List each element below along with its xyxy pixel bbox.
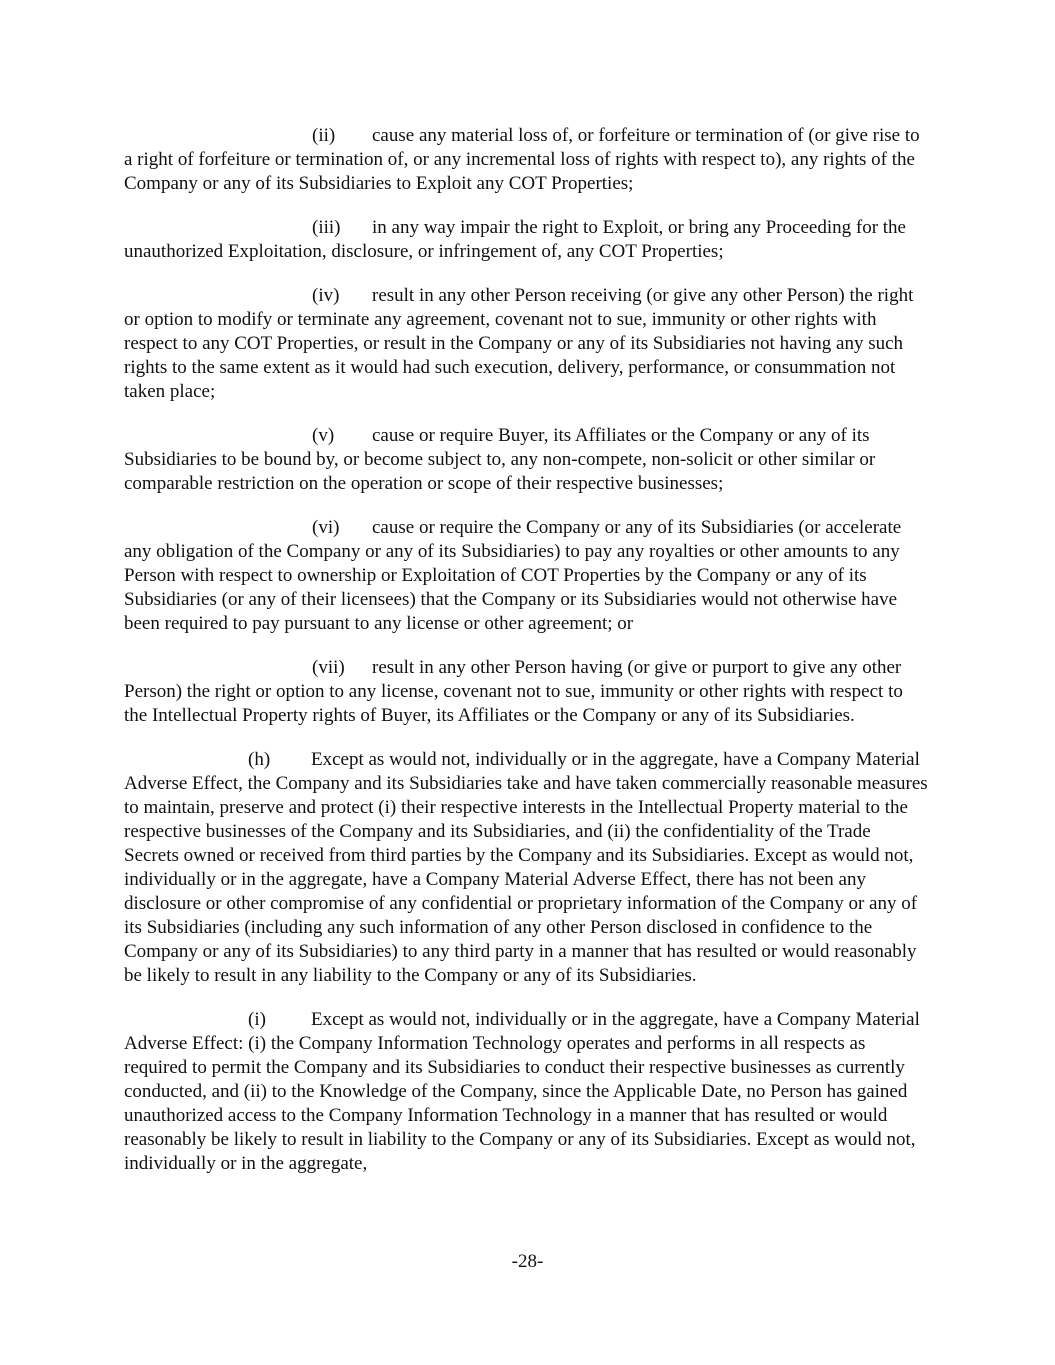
page-number: -28-: [511, 1251, 544, 1272]
clause-text: cause any material loss of, or forfeiture or termination of (or give rise to a right of forfeiture or termination of, or any incremental loss of rights with respect to), any rights of the Company or any of its Subsidiaries to Exploit any COT Properties;: [124, 125, 920, 194]
clause-text: cause or require Buyer, its Affiliates or the Company or any of its Subsidiaries to be bound by, or become subject to, any non-compete, non-solicit or other similar or comparable restriction on the operation or scope of their respective businesses;: [124, 425, 876, 494]
clause-marker: (vi): [312, 517, 340, 538]
section-text: Except as would not, individually or in the aggregate, have a Company Material Adverse Effect, the Company and its Subsidiaries take and have taken commercially reasonable measures to maintain, preserve and protect (i) their respective interests in the Intellectual Property material to the respective businesses of the Company and its Subsidiaries, and (ii) the confidentiality of the Trade Secrets owned or received from third parties by the Company and its Subsidiaries. Except as would not, individually or in the aggregate, have a Company Material Adverse Effect, there has not been any disclosure or other compromise of any confidential or proprietary information of the Company or any of its Subsidiaries (including any such information of any other Person disclosed in confidence to the Company or any of its Subsidiaries) to any third party in a manner that has resulted or would reasonably be likely to result in any liability to the Company or any of its Subsidiaries.: [124, 749, 928, 986]
clause-text: result in any other Person having (or give or purport to give any other Person) the right or option to any license, covenant not to sue, immunity or other rights with respect to the Intellectual Property rights of Buyer, its Affiliates or the Company or any of its Subsidiaries.: [124, 657, 903, 726]
clause-marker: (vii): [312, 657, 345, 678]
clause-marker: (v): [312, 425, 335, 446]
clause-vi: [124, 516, 930, 636]
clause-text: in any way impair the right to Exploit, or bring any Proceeding for the unauthorized Exploitation, disclosure, or infringement of, any COT Properties;: [124, 217, 906, 262]
document-body: [124, 124, 930, 1196]
section-text: Except as would not, individually or in the aggregate, have a Company Material Adverse Effect: (i) the Company Information Technology operates and performs in all respects as required to permit the Company and its Subsidiaries to conduct their respective businesses as currently conducted, and (ii) to the Knowledge of the Company, since the Applicable Date, no Person has gained unauthorized access to the Company Information Technology in a manner that has resulted or would reasonably be likely to result in liability to the Company or any of its Subsidiaries. Except as would not, individually or in the aggregate,: [124, 1009, 920, 1174]
section-h: [124, 748, 930, 988]
clause-marker: (ii): [312, 125, 336, 146]
section-i: [124, 1008, 930, 1176]
section-marker: (h): [248, 749, 271, 770]
clause-marker: (iii): [312, 217, 341, 238]
clause-vii: [124, 656, 930, 728]
section-marker: (i): [248, 1009, 266, 1030]
clause-ii: [124, 124, 930, 196]
clause-text: result in any other Person receiving (or give any other Person) the right or option to modify or terminate any agreement, covenant not to sue, immunity or other rights with respect to any COT Properties, or result in the Company or any of its Subsidiaries not having any such rights to the same extent as it would had such execution, delivery, performance, or consummation not taken place;: [124, 285, 914, 402]
clause-v: [124, 424, 930, 496]
clause-iii: [124, 216, 930, 264]
clause-marker: (iv): [312, 285, 340, 306]
clause-text: cause or require the Company or any of its Subsidiaries (or accelerate any obligation of the Company or any of its Subsidiaries) to pay any royalties or other amounts to any Person with respect to ownership or Exploitation of COT Properties by the Company or any of its Subsidiaries (or any of their licensees) that the Company or its Subsidiaries would not otherwise have been required to pay pursuant to any license or other agreement; or: [124, 517, 902, 634]
clause-iv: [124, 284, 930, 404]
